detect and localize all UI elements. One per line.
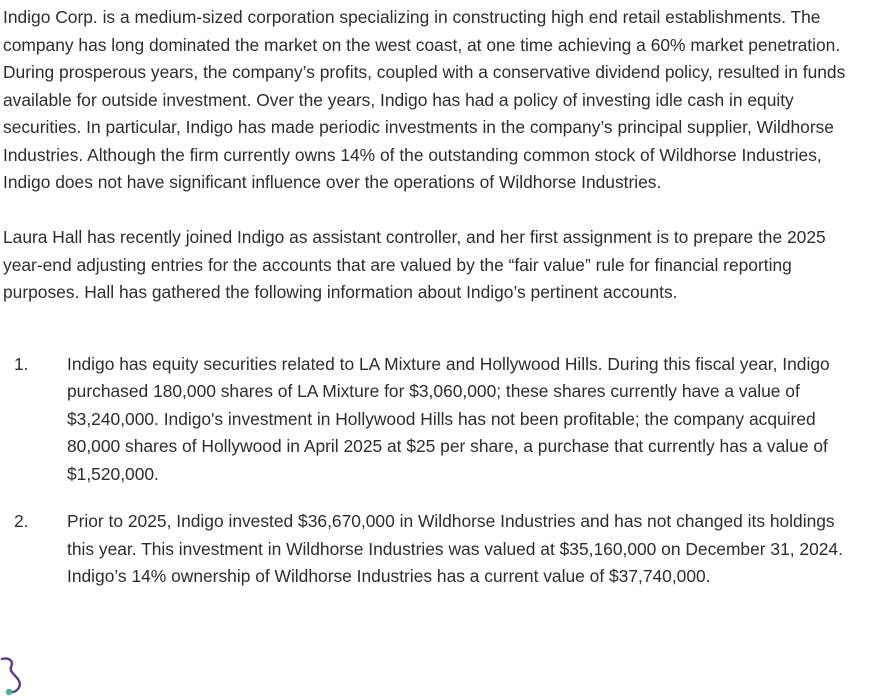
list-item-number: 2.: [14, 511, 29, 531]
list-item-text: Indigo has equity securities related to LA Mixture and Hollywood Hills. During this fiscal year, Indigo purchased 180,000 shares of LA Mixture for $3,060,000; these shares currently have a value of $3,240,000. Indigo's investment in Hollywood Hills has not been profitable; the company acquired 80,000 shares of Hollywood in April 2025 at $25 per share, a purchase that currently has a value of $1,520,000.: [67, 353, 830, 484]
curly-hook-icon: [0, 655, 24, 696]
problem-statement: [3, 4, 863, 591]
information-list: [3, 351, 863, 591]
intro-paragraph: Indigo Corp. is a medium-sized corporation specializing in constructing high end retail establishments. The company has long dominated the market on the west coast, at one time achieving a 60% market penetration. During prosperous years, the company’s profits, coupled with a conservative dividend policy, resulted in funds available for outside investment. Over the years, Indigo has had a policy of investing idle cash in equity securities. In particular, Indigo has made periodic investments in the company’s principal supplier, Wildhorse Industries. Although the firm currently owns 14% of the outstanding common stock of Wildhorse Industries, Indigo does not have significant influence over the operations of Wildhorse Industries.: [3, 7, 846, 192]
list-item-text: Prior to 2025, Indigo invested $36,670,000 in Wildhorse Industries and has not changed its holdings this year. This investment in Wildhorse Industries was valued at $35,160,000 on December 31, 2024. Indigo’s 14% ownership of Wildhorse Industries has a current value of $37,740,000.: [67, 511, 843, 586]
list-item: [3, 351, 863, 489]
list-item: [3, 508, 863, 591]
list-item-number: 1.: [14, 353, 29, 374]
assignment-paragraph: Laura Hall has recently joined Indigo as assistant controller, and her first assignment is to prepare the 2025 year-end adjusting entries for the accounts that are valued by the “fair value” rule for financial reporting purposes. Hall has gathered the following information about Indigo’s pertinent accounts.: [3, 227, 826, 302]
